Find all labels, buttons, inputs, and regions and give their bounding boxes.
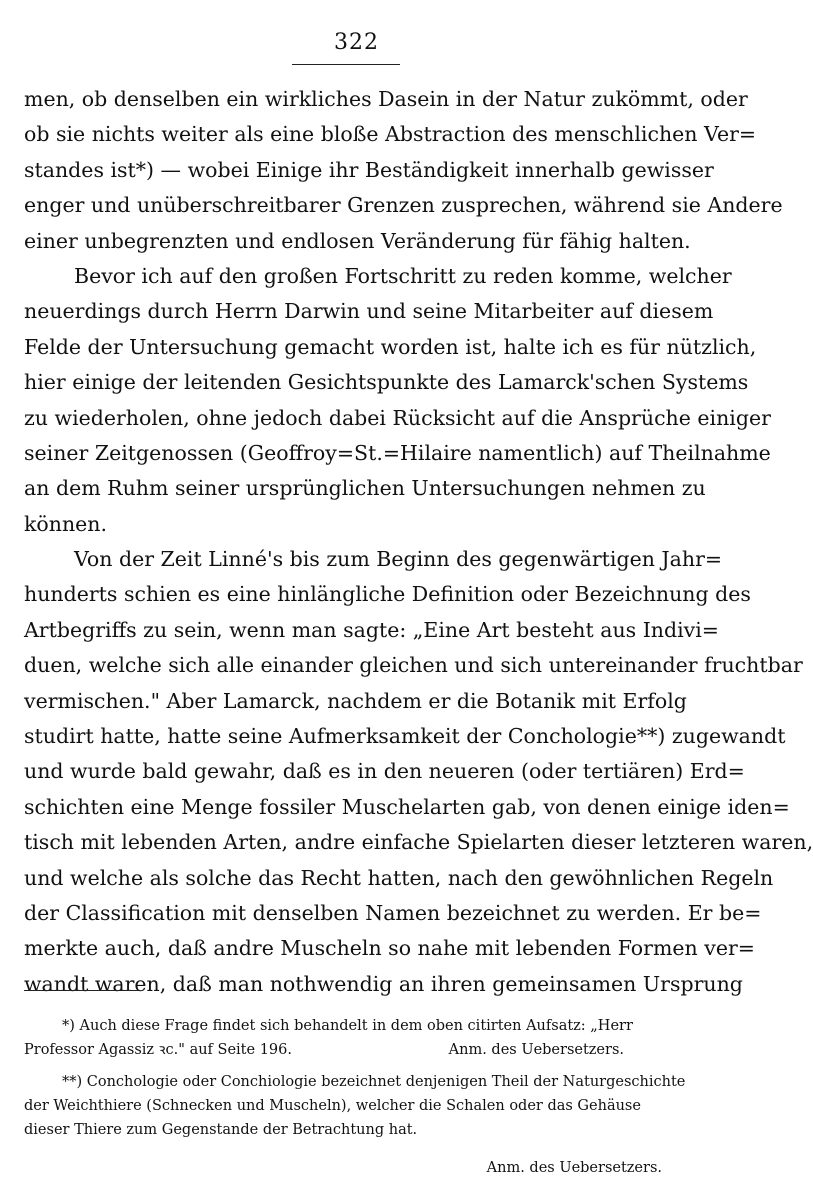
body-line: einer unbegrenzten und endlosen Veränderung für fähig halten.: [24, 228, 691, 253]
page-number-rule: [292, 64, 400, 65]
body-line: tisch mit lebenden Arten, andre einfache Spielarten dieser letzteren waren,: [24, 830, 813, 855]
footnote-rule: [24, 990, 139, 991]
body-line: studirt hatte, hatte seine Aufmerksamkeit der Conchologie**) zugewandt: [24, 724, 786, 749]
body-line: und welche als solche das Recht hatten, nach den gewöhnlichen Regeln: [24, 865, 774, 890]
body-line: standes ist*) — wobei Einige ihr Beständigkeit innerhalb gewisser: [24, 157, 714, 182]
body-line: merkte auch, daß andre Muscheln so nahe mit lebenden Formen ver=: [24, 936, 755, 961]
footnote-1-signature: Anm. des Uebersetzers.: [448, 1042, 624, 1058]
body-line: an dem Ruhm seiner ursprünglichen Untersuchungen nehmen zu: [24, 476, 706, 501]
footnote-2-line: dieser Thiere zum Gegenstande der Betrachtung hat.: [24, 1122, 418, 1138]
footnote-2-line: **) Conchologie oder Conchiologie bezeichnet denjenigen Theil der Naturgeschichte: [62, 1074, 686, 1090]
body-line: der Classification mit denselben Namen bezeichnet zu werden. Er be=: [24, 900, 762, 925]
footnote-2-signature: Anm. des Uebersetzers.: [486, 1160, 662, 1176]
body-line: zu wiederholen, ohne jedoch dabei Rücksicht auf die Ansprüche einiger: [24, 405, 771, 430]
body-line: hier einige der leitenden Gesichtspunkte des Lamarck'schen Systems: [24, 370, 749, 395]
footnote-1-last-line: [24, 1038, 664, 1062]
body-line: Artbegriffs zu sein, wenn man sagte: „Eine Art besteht aus Indivi=: [24, 617, 719, 642]
body-line: wandt waren, daß man nothwendig an ihren gemeinsamen Ursprung: [24, 971, 743, 996]
body-line: men, ob denselben ein wirkliches Dasein in der Natur zukömmt, oder: [24, 87, 748, 111]
body-text: [24, 82, 813, 1002]
body-line: neuerdings durch Herrn Darwin und seine Mitarbeiter auf diesem: [24, 299, 714, 324]
footnote-1-line: *) Auch diese Frage findet sich behandelt in dem oben citirten Aufsatz: „Herr: [62, 1018, 633, 1034]
body-line: Felde der Untersuchung gemacht worden ist, halte ich es für nützlich,: [24, 334, 757, 359]
body-line: und wurde bald gewahr, daß es in den neueren (oder tertiären) Erd=: [24, 759, 745, 784]
body-line: enger und unüberschreitbarer Grenzen zusprechen, während sie Andere: [24, 193, 783, 218]
body-line: können.: [24, 511, 108, 536]
body-line: duen, welche sich alle einander gleichen und sich untereinander fruchtbar: [24, 653, 803, 678]
page-number: 322: [334, 30, 379, 55]
body-line: ob sie nichts weiter als eine bloße Abstraction des menschlichen Ver=: [24, 122, 757, 147]
body-line: vermischen." Aber Lamarck, nachdem er die Botanik mit Erfolg: [24, 688, 687, 713]
body-line: seiner Zeitgenossen (Geoffroy=St.=Hilaire namentlich) auf Theilnahme: [24, 440, 771, 465]
body-line: schichten eine Menge fossiler Muschelarten gab, von denen einige iden=: [24, 794, 790, 819]
footnote-2-line: der Weichthiere (Schnecken und Muscheln), welcher die Schalen oder das Gehäuse: [24, 1098, 641, 1114]
body-line: hunderts schien es eine hinlängliche Definition oder Bezeichnung des: [24, 582, 751, 607]
footnotes: [24, 1014, 686, 1180]
body-line: Von der Zeit Linné's bis zum Beginn des gegenwärtigen Jahr=: [74, 547, 723, 572]
footnote-1-text: Professor Agassiz ꝛc." auf Seite 196.: [24, 1042, 292, 1058]
body-line: Bevor ich auf den großen Fortschritt zu reden komme, welcher: [74, 263, 732, 288]
